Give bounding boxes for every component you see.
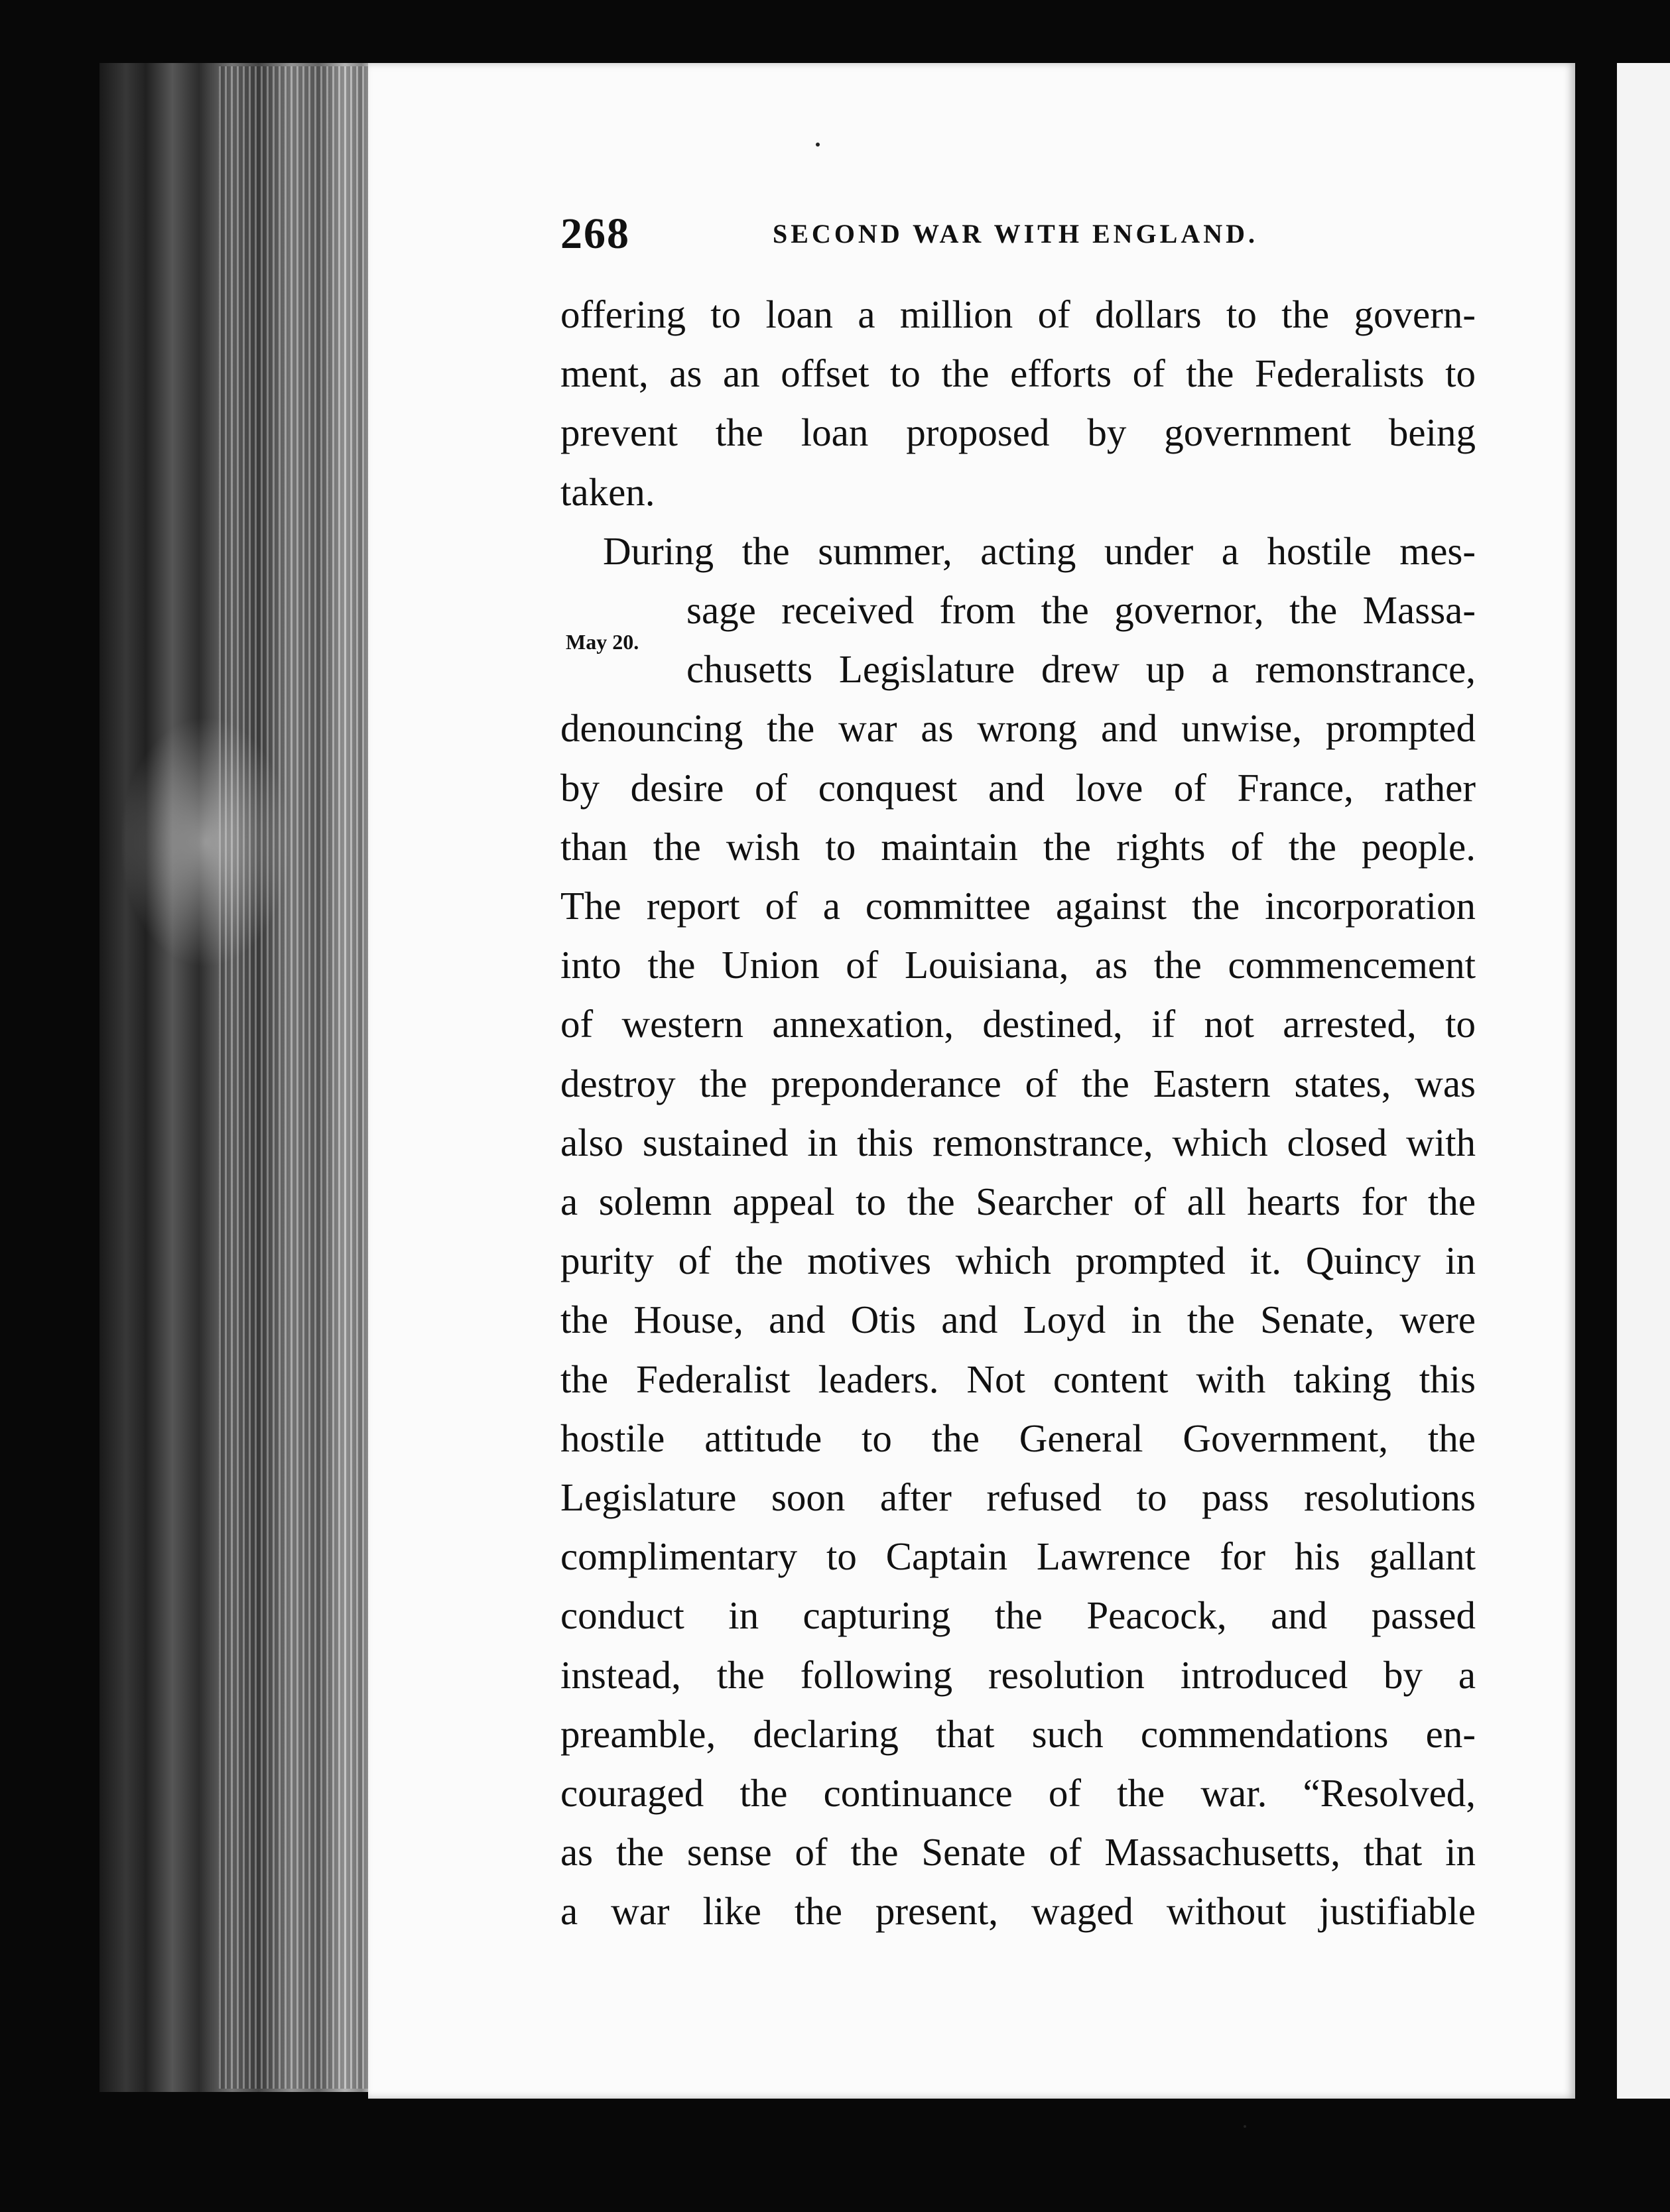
- margin-note: May 20.: [566, 630, 639, 654]
- text-line: instead, the following resolution introduced by a: [560, 1652, 1476, 1697]
- text-line: prevent the loan proposed by government being: [560, 410, 1476, 455]
- text-line: also sustained in this remonstrance, which closed with: [560, 1120, 1476, 1164]
- text-line: complimentary to Captain Lawrence for his gallant: [560, 1534, 1476, 1579]
- scan-speck: [1244, 2125, 1246, 2128]
- text-line: sage received from the governor, the Massa-: [686, 588, 1476, 633]
- facing-page-edge: [1617, 63, 1670, 2099]
- text-line: Legislature soon after refused to pass resolutions: [560, 1475, 1476, 1520]
- page-header: [560, 209, 1423, 269]
- text-line: a war like the present, waged without justifiable: [560, 1889, 1476, 1934]
- text-line: of western annexation, destined, if not arrested, to: [560, 1002, 1476, 1046]
- text-line: the Federalist leaders. Not content with taking this: [560, 1357, 1476, 1401]
- scan-smudge: [119, 716, 292, 968]
- book-page: [368, 63, 1575, 2099]
- text-line: taken.: [560, 469, 655, 514]
- text-line: destroy the preponderance of the Eastern states, was: [560, 1061, 1476, 1105]
- text-line: offering to loan a million of dollars to the govern-: [560, 292, 1476, 336]
- text-line: preamble, declaring that such commendations en-: [560, 1711, 1476, 1756]
- text-line: conduct in capturing the Peacock, and passed: [560, 1593, 1476, 1638]
- body-text: [560, 285, 1476, 1941]
- text-line: into the Union of Louisiana, as the commencement: [560, 943, 1476, 987]
- text-line: a solemn appeal to the Searcher of all hearts for the: [560, 1180, 1476, 1224]
- page-number: 268: [560, 210, 630, 258]
- text-line: hostile attitude to the General Government, the: [560, 1416, 1476, 1460]
- text-line: by desire of conquest and love of France, rather: [560, 765, 1476, 810]
- text-line: as the sense of the Senate of Massachusetts, that in: [560, 1830, 1476, 1874]
- text-line: couraged the continuance of the war. “Resolved,: [560, 1771, 1476, 1815]
- text-line: During the summer, acting under a hostile mes-: [603, 528, 1476, 573]
- text-line: purity of the motives which prompted it. Quincy in: [560, 1239, 1476, 1283]
- text-line: ment, as an offset to the efforts of the Federalists to: [560, 351, 1476, 396]
- text-line: than the wish to maintain the rights of the people.: [560, 824, 1476, 869]
- running-head: SECOND WAR WITH ENGLAND.: [773, 219, 1258, 249]
- text-line: chusetts Legislature drew up a remonstrance,: [686, 647, 1476, 692]
- scan-speck: [816, 143, 820, 147]
- text-line: The report of a committee against the incorporation: [560, 884, 1476, 928]
- text-line: denouncing the war as wrong and unwise, prompted: [560, 706, 1476, 751]
- page-edge-lines: [219, 66, 371, 2089]
- text-line: the House, and Otis and Loyd in the Senate, were: [560, 1298, 1476, 1342]
